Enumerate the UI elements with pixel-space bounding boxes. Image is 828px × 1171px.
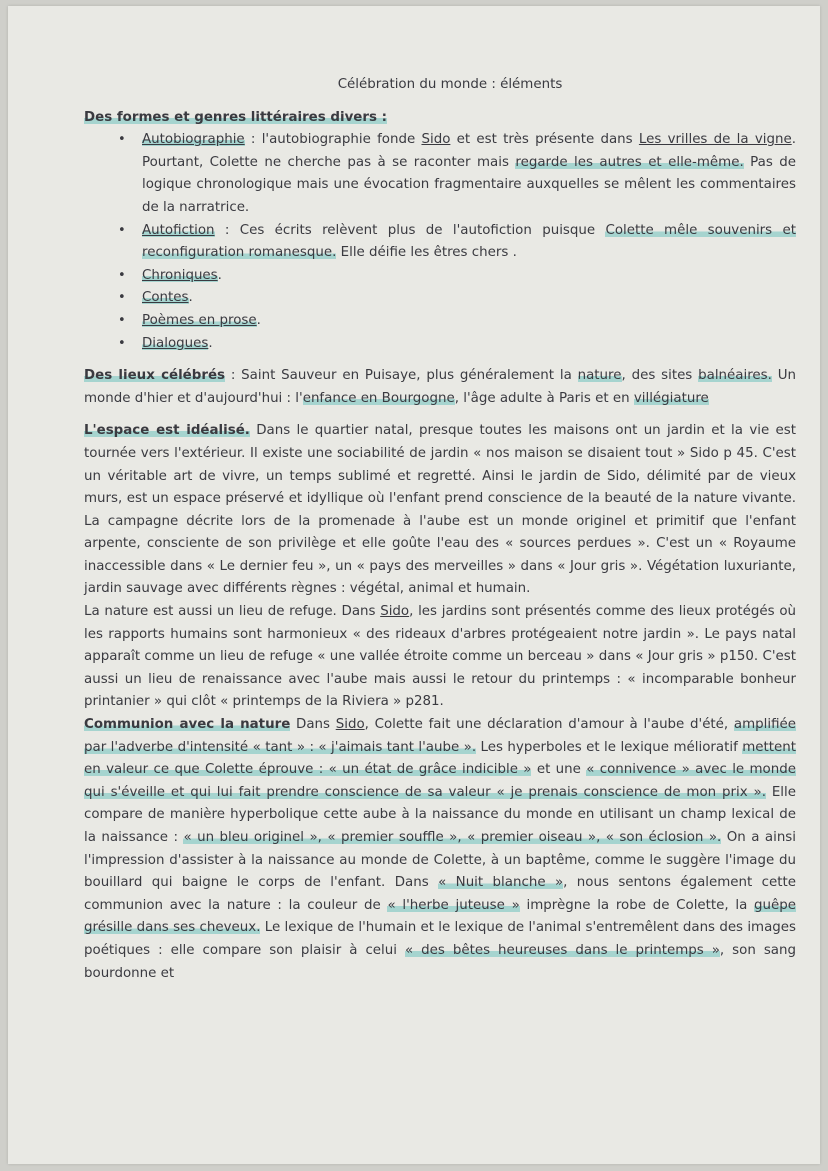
term-chroniques: Chroniques — [142, 267, 218, 283]
document-body — [84, 66, 796, 995]
paragraph-refuge — [84, 601, 796, 714]
highlight-fragment: « connivence » avec le monde qui s'éveille et qui lui fait prendre conscience de sa valeur « je prenais conscience de mon prix ». — [84, 762, 796, 800]
text-fragment: On a ainsi l'impression d'assister à la naissance au monde de Colette, à un baptême, comme le suggère l'image du bouillard qui baigne le corps de l'enfant. Dans — [84, 830, 796, 891]
section-communion-nature — [84, 714, 796, 985]
text-fragment: Les hyperboles et le lexique mélioratif — [476, 739, 743, 755]
section-heading-lieux: Des lieux célébrés — [84, 368, 225, 384]
highlight-fragment: regarde les autres et elle-même. — [515, 154, 744, 170]
section-heading-espace: L'espace est idéalisé. — [84, 423, 250, 439]
list-item-dialogues — [118, 333, 796, 356]
highlight-fragment: nature — [577, 368, 622, 384]
text-fragment: : Saint Sauveur en Puisaye, plus généralement la — [225, 368, 578, 384]
punctuation: . — [217, 267, 222, 283]
list-item-autobiographie — [118, 129, 796, 219]
highlight-fragment: guêpe grésille dans ses cheveux. — [84, 897, 796, 936]
document-page — [8, 6, 820, 1164]
section-heading-forms: Des formes et genres littéraires divers : — [84, 109, 387, 125]
list-item-chroniques — [118, 265, 796, 288]
text-fragment: et une — [531, 762, 587, 778]
text-fragment: imprègne la robe de Colette, la — [519, 897, 755, 913]
list-item-autofiction — [118, 220, 796, 265]
text-fragment: , nous sentons également cette communion avec la nature : la couleur de — [84, 875, 796, 913]
ref-sido: Sido — [335, 717, 365, 733]
text-fragment: , les jardins sont présentés comme des lieux protégés où les rapports humains sont harmonieux « des rideaux d'arbres protégeaient notre jardin ». Le pays natal apparaît comme un lieu de refuge « une vallée étroite comme un berceau » dans « Jour gris » p150. C'est aussi un lieu de renaissance avec l'aube mais aussi le retour du printemps : « incomparable bonheur printanier » qui clôt « printemps de la Riviera » p281. — [84, 604, 797, 710]
highlight-fragment: villégiature — [633, 390, 709, 406]
text-fragment: , l'âge adulte à Paris et en — [454, 390, 634, 406]
text-fragment: : Ces écrits relèvent plus de l'autofiction puisque — [214, 222, 606, 238]
text-fragment: et est très présente dans — [450, 132, 639, 148]
text-fragment: , Colette fait une déclaration d'amour à l'aube d'été, — [364, 717, 734, 733]
highlight-fragment: « l'herbe juteuse » — [387, 897, 520, 913]
text-fragment: , des sites — [621, 368, 699, 384]
term-autofiction: Autofiction — [142, 222, 215, 238]
highlight-fragment: balnéaires. — [698, 368, 772, 384]
punctuation: . — [256, 312, 261, 328]
highlight-fragment: amplifiée par l'adverbe d'intensité « tant » : « j'aimais tant l'aube ». — [84, 717, 797, 755]
highlight-fragment: « Nuit blanche » — [438, 875, 564, 891]
text-fragment: La nature est aussi un lieu de refuge. Dans — [84, 604, 381, 620]
text-fragment: Dans — [290, 717, 336, 733]
term-contes: Contes — [142, 290, 189, 306]
text-fragment: , son sang bourdonne et — [84, 942, 796, 981]
text-fragment: Le lexique de l'humain et le lexique de l'animal s'entremêlent dans des images poétiques : elle compare son plaisir à celui — [84, 920, 797, 958]
text-fragment: . Pourtant, Colette ne cherche pas à se raconter mais — [142, 132, 796, 170]
text-fragment: Elle compare de manière hyperbolique cette aube à la naissance du monde en utilisant un champ lexical de la naissance : — [84, 784, 796, 845]
genre-list — [84, 129, 796, 355]
highlight-fragment: « des bêtes heureuses dans le printemps » — [404, 942, 720, 958]
highlight-fragment: enfance en Bourgogne — [302, 390, 455, 406]
text-fragment: Un monde d'hier et d'aujourd'hui : l' — [84, 368, 797, 406]
punctuation: . — [208, 335, 213, 351]
term-autobiographie: Autobiographie — [142, 132, 245, 148]
paragraph-text: Dans le quartier natal, presque toutes les maisons ont un jardin et la vie est tournée vers l'extérieur. Il existe une sociabilité de jardin « nos maison se disaient tout » Sido p 45. C'est un véritable art de vivre, un temps sublimé et regretté. Ainsi le jardin de Sido, délimité par de vieux murs, est un espace préservé et idyllique où l'enfant prend conscience de la beauté de la nature vivante. La campagne décrite lors de la promenade à l'aube est un monde originel et primitif que l'enfant arpente, consciente de son privilège et elle goûte l'eau des « sources perdues ». C'est un « Royaume inaccessible dans « Le dernier feu », un « pays des merveilles » dans « Jour gris ». Végétation luxuriante, jardin sauvage avec différents règnes : végétal, animal et humain. — [84, 423, 796, 597]
list-item-poemes — [118, 310, 796, 333]
term-poemes-en-prose: Poèmes en prose — [142, 312, 257, 328]
section-espace-idealise — [84, 420, 796, 714]
ref-les-vrilles: Les vrilles de la vigne — [638, 132, 792, 148]
term-dialogues: Dialogues — [142, 335, 209, 351]
section-lieux-celebres — [84, 365, 796, 410]
text-fragment: Elle déifie les êtres chers . — [336, 245, 517, 261]
list-item-contes — [118, 287, 796, 310]
section-forms-genres — [84, 107, 796, 356]
text-fragment: Pas de logique chronologique mais une évocation fragmentaire auxquelles se mêlent les commentaires de la narratrice. — [142, 154, 796, 215]
highlight-fragment: Colette mêle souvenirs et reconfiguration romanesque. — [142, 222, 797, 261]
ref-sido: Sido — [380, 604, 410, 620]
highlight-fragment: mettent en valeur ce que Colette éprouve : « un état de grâce indicible » — [84, 739, 796, 778]
highlight-fragment: « un bleu originel », « premier souffle », « premier oiseau », « son éclosion ». — [183, 830, 722, 845]
ref-sido: Sido — [421, 132, 451, 148]
page-title: Célébration du monde : éléments — [337, 77, 563, 92]
text-fragment: : l'autobiographie fonde — [244, 132, 422, 148]
section-heading-communion: Communion avec la nature — [84, 717, 291, 733]
punctuation: . — [188, 290, 193, 306]
